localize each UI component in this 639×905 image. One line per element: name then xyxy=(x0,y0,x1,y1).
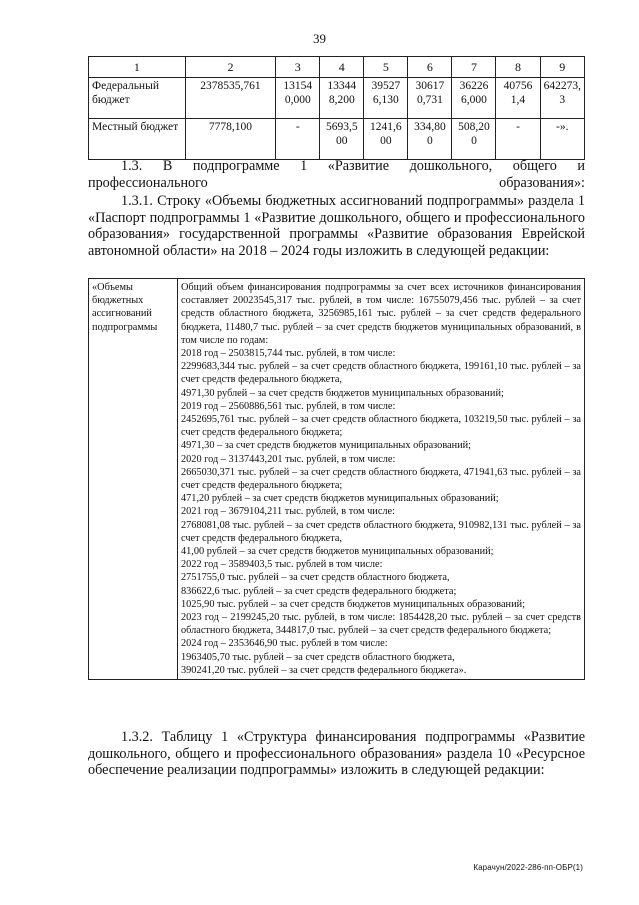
table-cell: 131540,000 xyxy=(276,78,320,119)
passport-line: 2024 год – 2353646,90 тыс. рублей в том числе: xyxy=(181,638,388,650)
table-cell: 642273,3 xyxy=(540,78,584,119)
table-cell: 407561,4 xyxy=(496,78,540,119)
table-cell: 1241,600 xyxy=(364,119,408,160)
table-cell: 306170,731 xyxy=(408,78,452,119)
table-cell: - xyxy=(276,119,320,160)
table-cell: 7778,100 xyxy=(185,119,276,160)
header-cell: 1 xyxy=(89,57,186,78)
table-cell: 362266,000 xyxy=(452,78,496,119)
passport-line: 2665030,371 тыс. рублей – за счет средств областного бюджета, 471941,63 тыс. рублей – за счет средств федерального бюджета; xyxy=(181,466,581,492)
header-cell: 6 xyxy=(408,57,452,78)
passport-line: 2452695,761 тыс. рублей – за счет средств областного бюджета, 103219,50 тыс. рублей – за счет средств федерального бюджета; xyxy=(181,414,581,439)
passport-line: 2751755,0 тыс. рублей – за счет средств областного бюджета, xyxy=(181,572,450,584)
passport-line: 4971,30 рублей – за счет средств бюджетов муниципальных образований; xyxy=(181,387,504,399)
passport-line: 1963405,70 тыс. рублей – за счет средств областного бюджета, xyxy=(181,651,455,663)
table-cell: 5693,500 xyxy=(320,119,364,160)
passport-line: 836622,6 тыс. рублей – за счет средств федерального бюджета; xyxy=(181,585,457,597)
document-code: Карачун/2022-286-пп-ОБР(1) xyxy=(473,863,583,872)
table-cell: 133448,200 xyxy=(320,78,364,119)
passport-line: 2020 год – 3137443,201 тыс. рублей, в том числе: xyxy=(181,453,396,465)
passport-line: 2023 год – 2199245,20 тыс. рублей, в том числе: 1854428,20 тыс. рублей – за счет средств областного бюджета, 344817,0 тыс. рублей – за счет средств федерального бюджета; xyxy=(181,612,581,637)
passport-line: 471,20 рублей – за счет средств бюджетов муниципальных образований; xyxy=(181,493,499,505)
header-cell: 7 xyxy=(452,57,496,78)
table-cell: 2378535,761 xyxy=(185,78,276,119)
paragraph-1-3: 1.3. В подпрограмме 1 «Развитие дошкольного, общего и профессионального образования»: xyxy=(88,158,585,191)
page-number: 39 xyxy=(313,31,326,46)
table-cell: 395276,130 xyxy=(364,78,408,119)
header-cell: 8 xyxy=(496,57,540,78)
table-row xyxy=(89,279,585,680)
table-cell: -». xyxy=(540,119,584,160)
passport-line: 2018 год – 2503815,744 тыс. рублей, в том числе: xyxy=(181,348,396,360)
row-label: Местный бюджет xyxy=(89,119,186,160)
table-row xyxy=(89,78,585,119)
passport-line: 41,00 рублей – за счет средств бюджетов муниципальных образований; xyxy=(181,546,494,558)
table-cell: 508,200 xyxy=(452,119,496,160)
passport-line: 2021 год – 3679104,211 тыс. рублей, в том числе: xyxy=(181,506,395,518)
passport-line: 1025,90 тыс. рублей – за счет средств бюджетов муниципальных образований; xyxy=(181,598,525,610)
table-cell: 334,800 xyxy=(408,119,452,160)
passport-line: 4971,30 – за счет средств бюджетов муниципальных образований; xyxy=(181,440,472,452)
header-cell: 5 xyxy=(364,57,408,78)
header-cell: 4 xyxy=(320,57,364,78)
financing-table xyxy=(88,56,585,160)
table-cell: - xyxy=(496,119,540,160)
passport-line: Общий объем финансирования подпрограммы за счет всех источников финансирования составляет 20023545,317 тыс. рублей, в том числе: 16755079,456 тыс. рублей – за счет средств областного бюджета, 3256985,161 тыс. рублей – за счет средств федерального бюджета, 11480,7 тыс. рублей – за счет средств бюджетов муниципальных образований, в том числе по годам: xyxy=(181,282,581,346)
passport-line: 2022 год – 3589403,5 тыс. рублей в том числе: xyxy=(181,559,383,571)
header-cell: 2 xyxy=(185,57,276,78)
passport-table xyxy=(88,278,585,680)
passport-content xyxy=(178,279,585,680)
row-label: Федеральный бюджет xyxy=(89,78,186,119)
passport-line: 2299683,344 тыс. рублей – за счет средств областного бюджета, 199161,10 тыс. рублей – за счет средств федерального бюджета, xyxy=(181,361,581,386)
table-row xyxy=(89,119,585,160)
passport-label: «Объемы бюджетных ассигнований подпрограммы xyxy=(89,279,178,680)
paragraph-1-3-2: 1.3.2. Таблицу 1 «Структура финансирования подпрограммы «Развитие дошкольного, общего и профессионального образования» раздела 10 «Ресурсное обеспечение реализации подпрограммы» изложить в следующей редакции: xyxy=(88,729,585,779)
header-cell: 9 xyxy=(540,57,584,78)
passport-line: 2019 год – 2560886,561 тыс. рублей, в том числе: xyxy=(181,400,396,412)
paragraph-1-3-1: 1.3.1. Строку «Объемы бюджетных ассигнований подпрограммы» раздела 1 «Паспорт подпрограммы 1 «Развитие дошкольного, общего и профессионального образования» государственной программы «Развитие образования Еврейской автономной области» на 2018 – 2024 годы изложить в следующей редакции: xyxy=(88,193,585,259)
table-header-row xyxy=(89,57,585,78)
passport-line: 2768081,08 тыс. рублей – за счет средств областного бюджета, 910982,131 тыс. рублей – за счет средств федерального бюджета, xyxy=(181,519,581,544)
passport-line: 390241,20 тыс. рублей – за счет средств федерального бюджета». xyxy=(181,664,467,676)
header-cell: 3 xyxy=(276,57,320,78)
